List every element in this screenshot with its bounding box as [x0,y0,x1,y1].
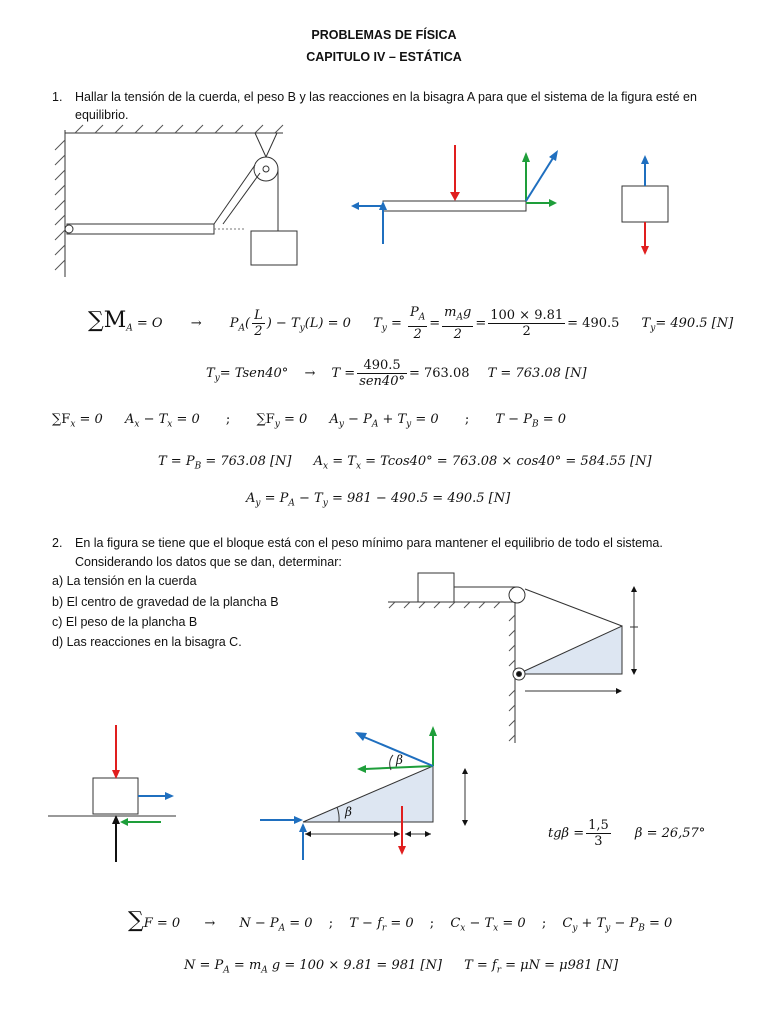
problem2-item-d: d) Las reacciones en la bisagra C. [52,635,242,649]
problem2-fbd-block [48,720,183,868]
problem1-fbd-beam [345,140,565,250]
equation-weight-ax: $T = P_B = 763.08$ [N] $A_x = T_x = Tcos40^\circ = 763.08 \times \cos 40^\circ = 584.55$ [N] [158,454,652,472]
problem2-text-line2: Considerando los datos que se dan, determinar: [75,555,342,569]
problem2-text-line1: En la figura se tiene que el bloque está con el peso mínimo para mantener el equilibrio de todo el sistema. [75,536,663,550]
problem2-item-c: c) El peso de la plancha B [52,615,198,629]
equation-sum-forces: $\sum F_x = 0$ $A_x - T_x = 0$ ; $\sum F_y = 0$ $A_y - P_A + T_y = 0$ ; $T - P_B = 0$ [52,412,566,430]
page-title: PROBLEMAS DE FÍSICA [311,28,457,42]
page-subtitle: CAPITULO IV – ESTÁTICA [306,50,462,64]
equation-normal: $N = P_A = m_A$ g = 100 × 9.81 = 981 [N] $T = f_r = \mu N = \mu 981$ [N] [184,958,619,976]
equation-sum-moments: $\sum M_A = O \to P_A$( $\frac{L}{2}$ ) − $T_y(L) = 0$ $T_y$ = $\frac{P_A}{2}$ = $\frac{m_Ag}{2}$ = $\frac{100 \times 9.81}{2}$ = 490.5 $T_y= 490.5$ [N] [88,305,734,342]
problem2-item-b: b) El centro de gravedad de la plancha B [52,595,279,609]
problem1-fbd-block [615,150,675,260]
equation-tg-beta: tgβ = $\frac{1,5}{3}$ β = 26,57° [548,818,706,849]
problem1-figure [55,125,305,285]
problem2-item-a: a) La tensión en la cuerda [52,574,197,588]
problem2-number: 2. [52,536,63,550]
problem2-fbd-plate [255,720,485,865]
problem1-number: 1. [52,90,63,104]
equation-tension: $T_y=$ Tsen40° → T = $\frac{490.5}{\text{sen40°}}$ = 763.08 T = 763.08 [N] [206,358,587,389]
equation-ay: $A_y = P_A - T_y = 981 - 490.5 = 490.5$ [N] [246,491,511,509]
beta-label-lower: β [345,805,352,819]
problem1-text-line1: Hallar la tensión de la cuerda, el peso B y las reacciones en la bisagra A para que el sistema de la figura esté en [75,90,697,104]
problem2-figure [380,565,640,745]
equation-sum-forces-2: $\sum F = 0 \to N - P_A = 0$ ; $T - f_r = 0$ ; $C_x - T_x = 0$ ; $C_y + T_y - P_B = 0$ [128,908,673,934]
beta-label-upper: β [396,753,403,767]
problem1-text-line2: equilibrio. [75,108,129,122]
